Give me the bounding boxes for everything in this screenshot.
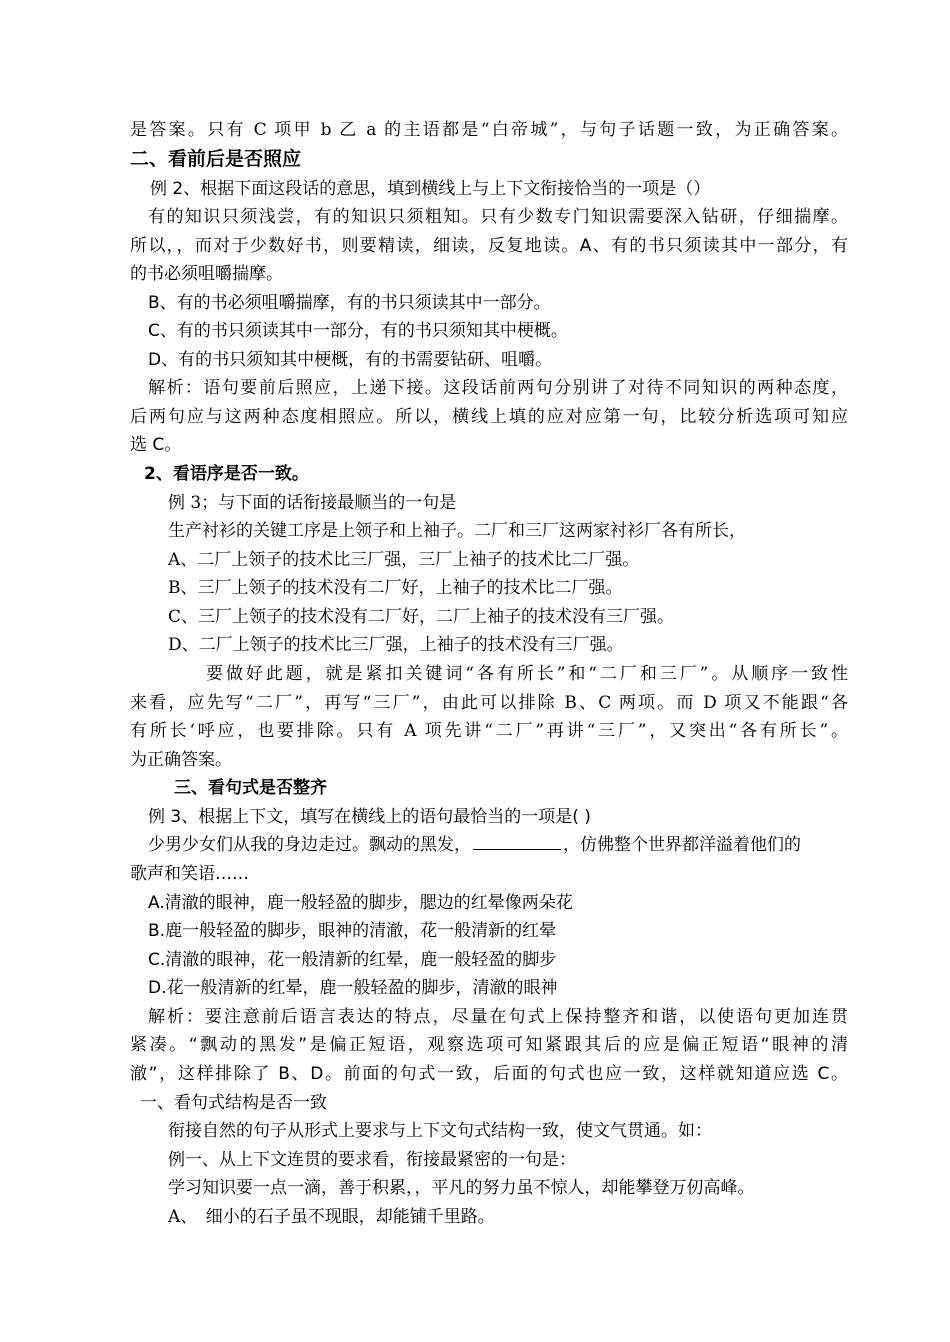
option-line: A.清澈的眼神，鹿一般轻盈的脚步，腮边的红晕像两朵花 [148, 893, 573, 913]
example-line: 例 3；与下面的话衔接最顺当的一句是 [168, 493, 457, 513]
option-line: A、二厂上领子的技术比三厂强，三厂上袖子的技术比二厂强。 [168, 550, 640, 570]
analysis-line: 有所长‘呼应，也要排除。只有 A 项先讲“二厂”再讲“三厂”，又突出“各有所长”。 [130, 721, 848, 741]
analysis-line: 澈”，这样排除了 B、D。前面的句式一致，后面的句式也应一致，这样就知道应选 C。 [130, 1064, 848, 1084]
text-line: 所以，，而对于少数好书，则要精读，细读，反复地读。A、有的书只须读其中一部分，有 [130, 236, 848, 256]
text-line: 生产衬衫的关键工序是上领子和上袖子。二厂和三厂这两家衬衫厂各有所长， [168, 521, 746, 541]
analysis-line: 来看，应先写“二厂”，再写“三厂”，由此可以排除 B、C 两项。而 D 项又不能跟“各 [130, 693, 848, 713]
option-line: D、有的书只须知其中梗概，有的书需要钻研、咀嚼。 [148, 350, 553, 370]
analysis-line: 为正确答案。 [130, 750, 232, 770]
option-line: B.鹿一般轻盈的脚步，眼神的清澈，花一般清新的红晕 [148, 921, 557, 941]
section-heading: 一、看句式结构是否一致 [140, 1093, 327, 1113]
option-line: C、三厂上领子的技术没有二厂好，二厂上袖子的技术没有三厂强。 [168, 607, 675, 627]
text-line [148, 831, 801, 859]
example-line: 例 3、根据上下文，填写在横线上的语句最恰当的一项是( ) [148, 807, 591, 827]
text-line: 的书必须咀嚼揣摩。 [130, 264, 283, 284]
option-line: B、有的书必须咀嚼揣摩，有的书只须读其中一部分。 [148, 293, 551, 313]
analysis-line: 紧凑。“飘动的黑发”是偏正短语，观察选项可知紧跟其后的应是偏正短语“眼神的清 [130, 1035, 848, 1055]
section-heading: 三、看句式是否整齐 [174, 778, 327, 798]
analysis-line: 后两句应与这两种态度相照应。所以，横线上填的应对应第一句，比较分析选项可知应 [130, 407, 848, 427]
example-line: 例一、从上下文连贯的要求看，衔接最紧密的一句是： [168, 1150, 576, 1170]
option-line: C、有的书只须读其中一部分，有的书只须知其中梗概。 [148, 321, 568, 341]
option-line: D、二厂上领子的技术比三厂强，上袖子的技术没有三厂强。 [168, 635, 624, 655]
text-line: 是答案。只有 C 项甲 b 乙 a 的主语都是“白帝城”，与句子话题一致，为正确答案。 [130, 120, 848, 140]
text-after-blank: ，仿佛整个世界都洋溢着他们的 [563, 835, 801, 855]
text-line: 歌声和笑语…… [130, 864, 249, 884]
section-heading: 二、看前后是否照应 [130, 148, 302, 170]
text-line: 有的知识只须浅尝，有的知识只须粗知。只有少数专门知识需要深入钻研，仔细揣摩。 [148, 207, 848, 227]
text-line: 学习知识要一点一滴，善于积累，，平凡的努力虽不惊人，却能攀登万仞高峰。 [168, 1178, 755, 1198]
section-heading: 2、看语序是否一致。 [144, 464, 309, 484]
text-line: 衔接自然的句子从形式上要求与上下文句式结构一致，使文气贯通。如： [168, 1121, 712, 1141]
analysis-line: 选 C。 [130, 435, 182, 455]
option-line: C.清澈的眼神，花一般清新的红晕，鹿一般轻盈的脚步 [148, 950, 557, 970]
option-line: D.花一般清新的红晕，鹿一般轻盈的脚步，清澈的眼神 [148, 978, 558, 998]
fill-blank [473, 833, 561, 850]
option-line: B、三厂上领子的技术没有二厂好，上袖子的技术比二厂强。 [168, 578, 623, 598]
analysis-line: 解析：语句要前后照应，上递下接。这段话前两句分别讲了对待不同知识的两种态度， [148, 378, 848, 398]
option-line: A、 细小的石子虽不现眼，却能铺千里路。 [168, 1207, 495, 1227]
analysis-line: 要做好此题，就是紧扣关键词“各有所长”和“二厂和三厂”。从顺序一致性 [206, 664, 848, 684]
text-before-blank: 少男少女们从我的身边走过。飘动的黑发， [148, 835, 471, 855]
analysis-line: 解析：要注意前后语言表达的特点，尽量在句式上保持整齐和谐，以使语句更加连贯 [148, 1007, 848, 1027]
example-line: 例 2、根据下面这段话的意思，填到横线上与上下文衔接恰当的一项是（） [150, 179, 711, 199]
